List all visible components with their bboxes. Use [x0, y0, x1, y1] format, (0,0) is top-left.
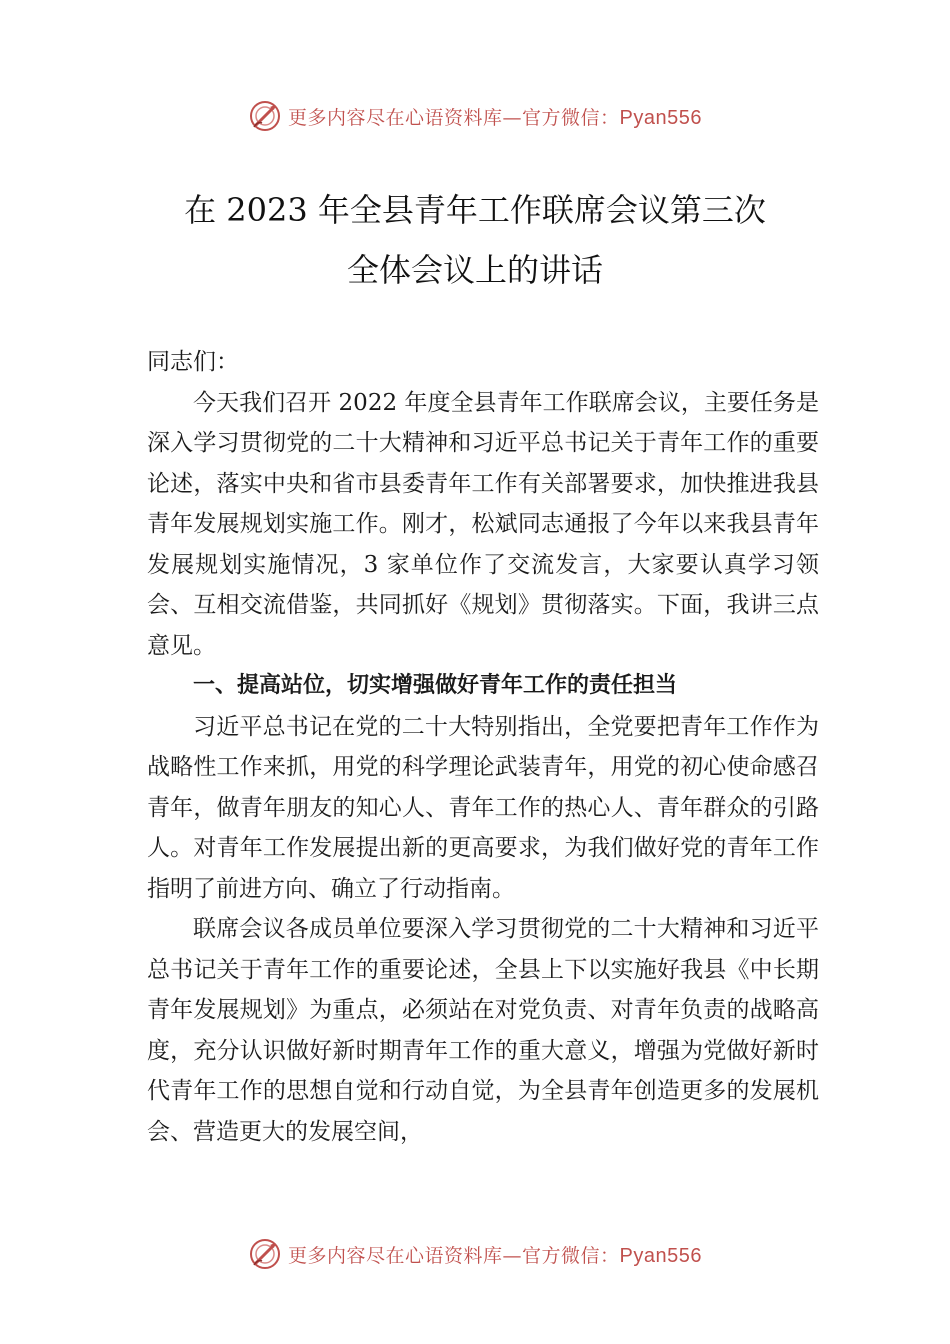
pen-logo-icon — [248, 99, 282, 133]
wechat-id: Pyan556 — [619, 106, 702, 129]
document-title-line-1: 在 2023 年全县青年工作联席会议第三次 — [184, 191, 766, 229]
section-heading-1: 一、提高站位，切实增强做好青年工作的责任担当 — [193, 673, 678, 698]
watermark-text: 更多内容尽在心语资料库—官方微信：Pyan556 — [288, 106, 702, 129]
wechat-id: Pyan556 — [619, 1244, 702, 1267]
watermark-text: 更多内容尽在心语资料库—官方微信：Pyan556 — [288, 1244, 702, 1267]
watermark-banner-bottom — [0, 1234, 950, 1274]
paragraph-section-1-b: 联席会议各成员单位要深入学习贯彻党的二十大精神和习近平总书记关于青年工作的重要论述，全县上下以实施好我县《中长期青年发展规划》为重点，必须站在对党负责、对青年负责的战略高度，充分认识做好新时期青年工作的重大意义，增强为党做好新时代青年工作的思想自觉和行动自觉，为全县青年创造更多的发展机会、营造更大的发展空间， — [147, 916, 819, 1145]
paragraph-section-1-a: 习近平总书记在党的二十大特别指出，全党要把青年工作作为战略性工作来抓，用党的科学理论武装青年，用党的初心使命感召青年，做青年朋友的知心人、青年工作的热心人、青年群众的引路人。对青年工作发展提出新的更高要求，为我们做好党的青年工作指明了前进方向、确立了行动指南。 — [147, 713, 819, 902]
paragraph-intro: 今天我们召开 2022 年度全县青年工作联席会议，主要任务是深入学习贯彻党的二十大精神和习近平总书记关于青年工作的重要论述，落实中央和省市县委青年工作有关部署要求，加快推进我县青年发展规划实施工作。刚才，松斌同志通报了今年以来我县青年发展规划实施情况，3 家单位作了交流发言，大家要认真学习领会、互相交流借鉴，共同抓好《规划》贯彻落实。下面，我讲三点意见。 — [147, 389, 819, 659]
document-title-line-2: 全体会议上的讲话 — [346, 251, 603, 289]
watermark-banner-top — [0, 96, 950, 136]
pen-logo-icon — [248, 1237, 282, 1271]
document-body — [147, 342, 819, 1152]
salutation: 同志们： — [147, 349, 239, 375]
